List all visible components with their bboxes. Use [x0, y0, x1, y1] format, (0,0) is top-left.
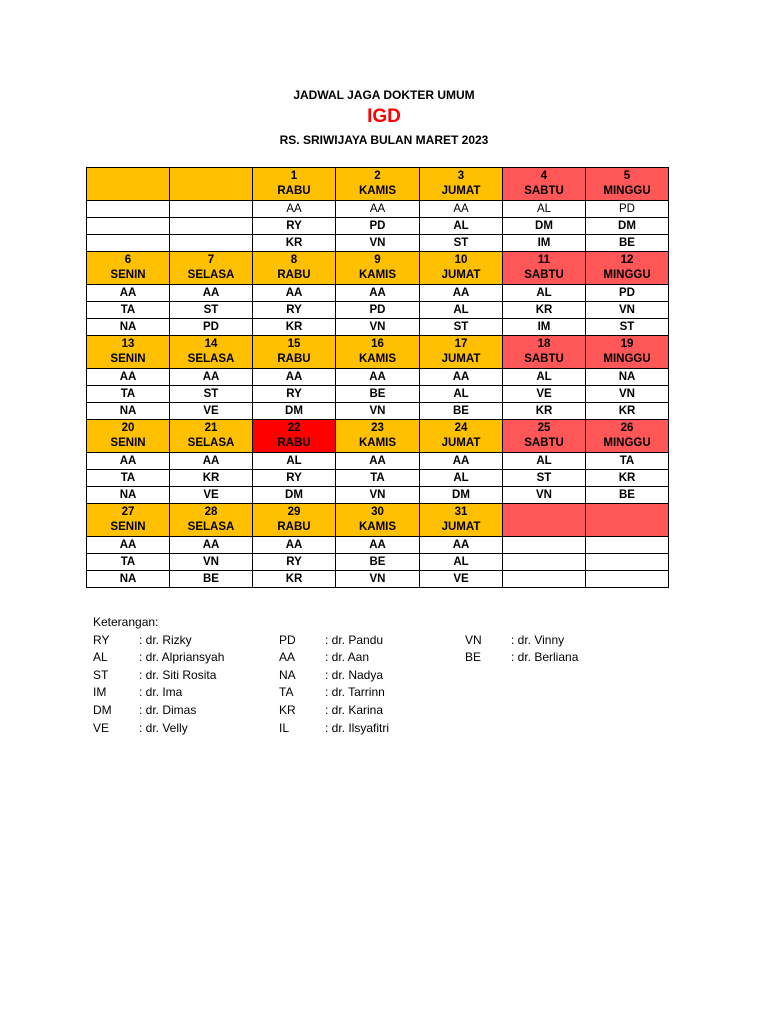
day-name: SABTU	[524, 269, 564, 281]
day-header-cell	[87, 336, 170, 369]
shift-cell: AA	[87, 537, 170, 554]
legend-doctor-name: : dr. Alpriansyah	[139, 650, 225, 665]
shift-cell: ST	[170, 386, 253, 403]
shift-row	[87, 369, 669, 386]
shift-cell: AL	[503, 453, 586, 470]
shift-cell: IM	[503, 319, 586, 336]
shift-cell: AA	[87, 285, 170, 302]
shift-cell: VN	[336, 235, 420, 252]
day-header-cell	[586, 168, 669, 201]
shift-cell: BE	[420, 403, 503, 420]
shift-cell: KR	[253, 319, 336, 336]
shift-row	[87, 487, 669, 504]
shift-cell: AA	[336, 453, 420, 470]
day-header-cell	[420, 336, 503, 369]
day-name: JUMAT	[441, 437, 481, 449]
day-number: 4	[540, 170, 548, 182]
day-name: KAMIS	[358, 353, 397, 365]
shift-cell: PD	[336, 302, 420, 319]
shift-cell: KR	[586, 403, 669, 420]
shift-cell: DM	[420, 487, 503, 504]
legend-code: VE	[93, 720, 110, 735]
shift-cell: VE	[170, 403, 253, 420]
legend-code: AL	[93, 650, 108, 665]
day-header-cell	[170, 504, 253, 537]
shift-cell: TA	[87, 470, 170, 487]
day-name: SELASA	[187, 353, 235, 365]
shift-cell: AA	[253, 285, 336, 302]
shift-row	[87, 319, 669, 336]
shift-cell: DM	[586, 218, 669, 235]
day-name: KAMIS	[358, 269, 397, 281]
legend-doctor-name: : dr. Ima	[139, 685, 183, 700]
day-header-cell	[253, 504, 336, 537]
document-subtitle: RS. SRIWIJAYA BULAN MARET 2023	[279, 133, 489, 147]
shift-cell: AA	[253, 537, 336, 554]
legend-doctor-name: : dr. Siti Rosita	[139, 667, 217, 682]
day-header-cell	[586, 336, 669, 369]
shift-row	[87, 201, 669, 218]
day-name: MINGGU	[603, 437, 651, 449]
day-name: RABU	[277, 437, 311, 449]
day-header-cell	[253, 252, 336, 285]
legend-doctor-name: : dr. Velly	[139, 720, 188, 735]
shift-row	[87, 470, 669, 487]
shift-cell: VE	[503, 386, 586, 403]
shift-cell: VN	[336, 319, 420, 336]
day-name: RABU	[277, 185, 311, 197]
unit-title: IGD	[367, 106, 401, 127]
shift-cell: TA	[87, 386, 170, 403]
legend-heading: Keterangan:	[93, 615, 159, 629]
day-name: MINGGU	[603, 269, 651, 281]
shift-cell: AA	[420, 537, 503, 554]
shift-cell: AA	[87, 453, 170, 470]
day-number: 15	[287, 338, 301, 350]
day-header-cell	[336, 420, 420, 453]
shift-cell: VN	[336, 487, 420, 504]
legend-code: AA	[279, 650, 296, 665]
day-number: 22	[287, 422, 301, 434]
day-name: SENIN	[110, 353, 146, 365]
shift-cell: VE	[170, 487, 253, 504]
shift-row	[87, 386, 669, 403]
day-name: SELASA	[187, 437, 235, 449]
document-title: JADWAL JAGA DOKTER UMUM	[293, 88, 475, 102]
shift-cell: AA	[170, 369, 253, 386]
day-header-cell	[420, 168, 503, 201]
schedule-table	[86, 167, 669, 588]
legend-doctor-name: : dr. Ilsyafitri	[325, 720, 390, 735]
shift-cell: RY	[253, 302, 336, 319]
shift-cell: PD	[586, 285, 669, 302]
shift-cell: ST	[503, 470, 586, 487]
day-number: 1	[290, 170, 298, 182]
day-number: 26	[620, 422, 634, 434]
shift-cell	[170, 201, 253, 218]
day-header-cell	[170, 168, 253, 201]
legend-doctor-name: : dr. Tarrinn	[325, 685, 385, 700]
day-header-cell	[253, 168, 336, 201]
day-name: RABU	[277, 521, 311, 533]
day-name: JUMAT	[441, 185, 481, 197]
shift-cell: BE	[170, 571, 253, 588]
shift-cell	[503, 554, 586, 571]
day-number: 8	[290, 254, 298, 266]
day-header-cell	[586, 420, 669, 453]
day-header-cell	[503, 252, 586, 285]
shift-cell: PD	[586, 201, 669, 218]
shift-row	[87, 537, 669, 554]
legend-code: VN	[465, 632, 482, 647]
legend-doctor-name: : dr. Nadya	[325, 667, 384, 682]
shift-cell: AA	[87, 369, 170, 386]
shift-cell: KR	[503, 302, 586, 319]
day-header-row	[87, 168, 669, 201]
legend	[93, 614, 579, 735]
shift-cell: RY	[253, 218, 336, 235]
day-number: 19	[620, 338, 634, 350]
shift-cell: AL	[420, 302, 503, 319]
shift-cell: AL	[503, 201, 586, 218]
day-header-row	[87, 420, 669, 453]
shift-cell: RY	[253, 386, 336, 403]
shift-cell: NA	[87, 319, 170, 336]
shift-row	[87, 218, 669, 235]
shift-cell: AA	[420, 453, 503, 470]
day-number: 18	[537, 338, 551, 350]
shift-cell	[586, 571, 669, 588]
day-name: SABTU	[524, 353, 564, 365]
legend-code: NA	[279, 667, 296, 682]
day-header-cell	[586, 252, 669, 285]
day-number: 29	[287, 506, 301, 518]
day-number: 27	[121, 506, 135, 518]
day-number: 17	[454, 338, 468, 350]
day-name: KAMIS	[358, 521, 397, 533]
shift-cell	[87, 218, 170, 235]
day-number: 14	[204, 338, 218, 350]
shift-cell: AA	[253, 369, 336, 386]
shift-cell: AL	[420, 554, 503, 571]
legend-doctor-name: : dr. Aan	[325, 650, 370, 665]
shift-cell: KR	[253, 571, 336, 588]
day-name: JUMAT	[441, 521, 481, 533]
day-number: 20	[121, 422, 135, 434]
shift-cell: AA	[420, 201, 503, 218]
day-number: 11	[537, 254, 551, 266]
day-name: RABU	[277, 353, 311, 365]
day-header-cell	[503, 504, 586, 537]
shift-cell: KR	[253, 235, 336, 252]
legend-doctor-name: : dr. Rizky	[139, 632, 192, 647]
day-name: SENIN	[110, 269, 146, 281]
day-name: SELASA	[187, 269, 235, 281]
day-name: KAMIS	[358, 185, 397, 197]
shift-cell: ST	[586, 319, 669, 336]
shift-cell: BE	[586, 487, 669, 504]
day-number: 5	[623, 170, 631, 182]
shift-cell: VN	[170, 554, 253, 571]
shift-cell: AA	[336, 537, 420, 554]
shift-cell: TA	[87, 554, 170, 571]
shift-row	[87, 453, 669, 470]
day-header-cell	[170, 336, 253, 369]
day-header-cell	[420, 420, 503, 453]
shift-cell: AA	[420, 285, 503, 302]
day-header-cell	[503, 420, 586, 453]
shift-row	[87, 554, 669, 571]
shift-cell: AL	[420, 470, 503, 487]
shift-row	[87, 302, 669, 319]
shift-cell: DM	[253, 487, 336, 504]
shift-cell: AA	[336, 285, 420, 302]
shift-cell: TA	[336, 470, 420, 487]
shift-cell: DM	[253, 403, 336, 420]
shift-cell: NA	[87, 487, 170, 504]
shift-cell: NA	[87, 403, 170, 420]
legend-doctor-name: : dr. Karina	[325, 703, 384, 717]
shift-cell: AA	[253, 201, 336, 218]
shift-cell	[170, 218, 253, 235]
day-header-cell	[253, 420, 336, 453]
day-name: SENIN	[110, 437, 146, 449]
day-number: 13	[121, 338, 135, 350]
shift-cell: RY	[253, 554, 336, 571]
day-name: JUMAT	[441, 269, 481, 281]
legend-code: BE	[465, 650, 482, 665]
day-header-cell	[87, 168, 170, 201]
shift-cell: AA	[170, 537, 253, 554]
day-number: 3	[457, 170, 465, 182]
legend-doctor-name: : dr. Pandu	[325, 632, 384, 647]
shift-cell: DM	[503, 218, 586, 235]
shift-cell: AA	[420, 369, 503, 386]
shift-cell: ST	[170, 302, 253, 319]
shift-cell: NA	[87, 571, 170, 588]
shift-row	[87, 235, 669, 252]
day-header-row	[87, 336, 669, 369]
day-name: SELASA	[187, 521, 235, 533]
legend-doctor-name: : dr. Berliana	[511, 650, 579, 665]
day-header-cell	[336, 504, 420, 537]
day-header-cell	[336, 168, 420, 201]
shift-cell	[87, 235, 170, 252]
day-name: SENIN	[110, 521, 146, 533]
day-header-cell	[420, 252, 503, 285]
shift-cell: RY	[253, 470, 336, 487]
shift-row	[87, 285, 669, 302]
day-header-row	[87, 252, 669, 285]
day-number: 6	[124, 254, 132, 266]
day-header-cell	[420, 504, 503, 537]
day-name: JUMAT	[441, 353, 481, 365]
shift-cell	[503, 537, 586, 554]
shift-cell	[87, 201, 170, 218]
day-number: 24	[454, 422, 468, 434]
shift-cell	[586, 554, 669, 571]
shift-cell: BE	[336, 386, 420, 403]
day-number: 25	[537, 422, 551, 434]
legend-doctor-name: : dr. Dimas	[139, 703, 197, 717]
shift-cell: VE	[420, 571, 503, 588]
day-name: MINGGU	[603, 185, 651, 197]
shift-cell: VN	[586, 302, 669, 319]
day-name: MINGGU	[603, 353, 651, 365]
shift-cell: TA	[87, 302, 170, 319]
day-number: 2	[374, 170, 381, 182]
shift-cell: ST	[420, 235, 503, 252]
shift-cell: AL	[420, 218, 503, 235]
shift-cell: AL	[503, 285, 586, 302]
day-header-cell	[503, 336, 586, 369]
legend-doctor-name: : dr. Vinny	[511, 632, 565, 647]
shift-cell: KR	[503, 403, 586, 420]
shift-cell: ST	[420, 319, 503, 336]
day-number: 12	[620, 254, 634, 266]
day-header-cell	[336, 336, 420, 369]
legend-code: DM	[93, 703, 112, 717]
day-header-cell	[586, 504, 669, 537]
shift-cell: AL	[503, 369, 586, 386]
day-header-cell	[336, 252, 420, 285]
day-header-cell	[87, 420, 170, 453]
shift-cell: AA	[170, 453, 253, 470]
legend-code: RY	[93, 632, 110, 647]
legend-code: IM	[93, 685, 107, 700]
shift-cell: IM	[503, 235, 586, 252]
shift-cell: KR	[586, 470, 669, 487]
shift-cell	[503, 571, 586, 588]
legend-code: TA	[279, 685, 294, 700]
day-number: 21	[204, 422, 218, 434]
shift-cell: AA	[336, 201, 420, 218]
day-number: 23	[371, 422, 384, 434]
day-name: SABTU	[524, 185, 564, 197]
shift-cell	[170, 235, 253, 252]
day-number: 28	[204, 506, 218, 518]
shift-cell: KR	[170, 470, 253, 487]
day-header-row	[87, 504, 669, 537]
legend-code: ST	[93, 667, 109, 682]
shift-cell: NA	[586, 369, 669, 386]
shift-cell: VN	[503, 487, 586, 504]
shift-cell: VN	[336, 403, 420, 420]
shift-row	[87, 571, 669, 588]
shift-cell: AA	[336, 369, 420, 386]
shift-cell: TA	[586, 453, 669, 470]
legend-code: KR	[279, 703, 296, 717]
shift-cell: AA	[170, 285, 253, 302]
shift-cell: BE	[336, 554, 420, 571]
day-number: 31	[454, 506, 468, 518]
day-name: KAMIS	[358, 437, 397, 449]
shift-cell: BE	[586, 235, 669, 252]
shift-cell: VN	[586, 386, 669, 403]
day-number: 10	[454, 254, 468, 266]
day-header-cell	[503, 168, 586, 201]
shift-row	[87, 403, 669, 420]
day-header-cell	[170, 252, 253, 285]
day-number: 7	[207, 254, 215, 266]
legend-code: IL	[279, 720, 290, 735]
day-name: SABTU	[524, 437, 564, 449]
day-number: 9	[374, 254, 381, 266]
shift-cell: VN	[336, 571, 420, 588]
day-number: 30	[371, 506, 384, 518]
day-header-cell	[87, 504, 170, 537]
day-header-cell	[253, 336, 336, 369]
shift-cell: AL	[420, 386, 503, 403]
day-name: RABU	[277, 269, 311, 281]
day-header-cell	[170, 420, 253, 453]
shift-cell	[586, 537, 669, 554]
day-header-cell	[87, 252, 170, 285]
shift-cell: AL	[253, 453, 336, 470]
shift-cell: PD	[170, 319, 253, 336]
day-number: 16	[371, 338, 384, 350]
legend-code: PD	[279, 632, 296, 647]
shift-cell: PD	[336, 218, 420, 235]
